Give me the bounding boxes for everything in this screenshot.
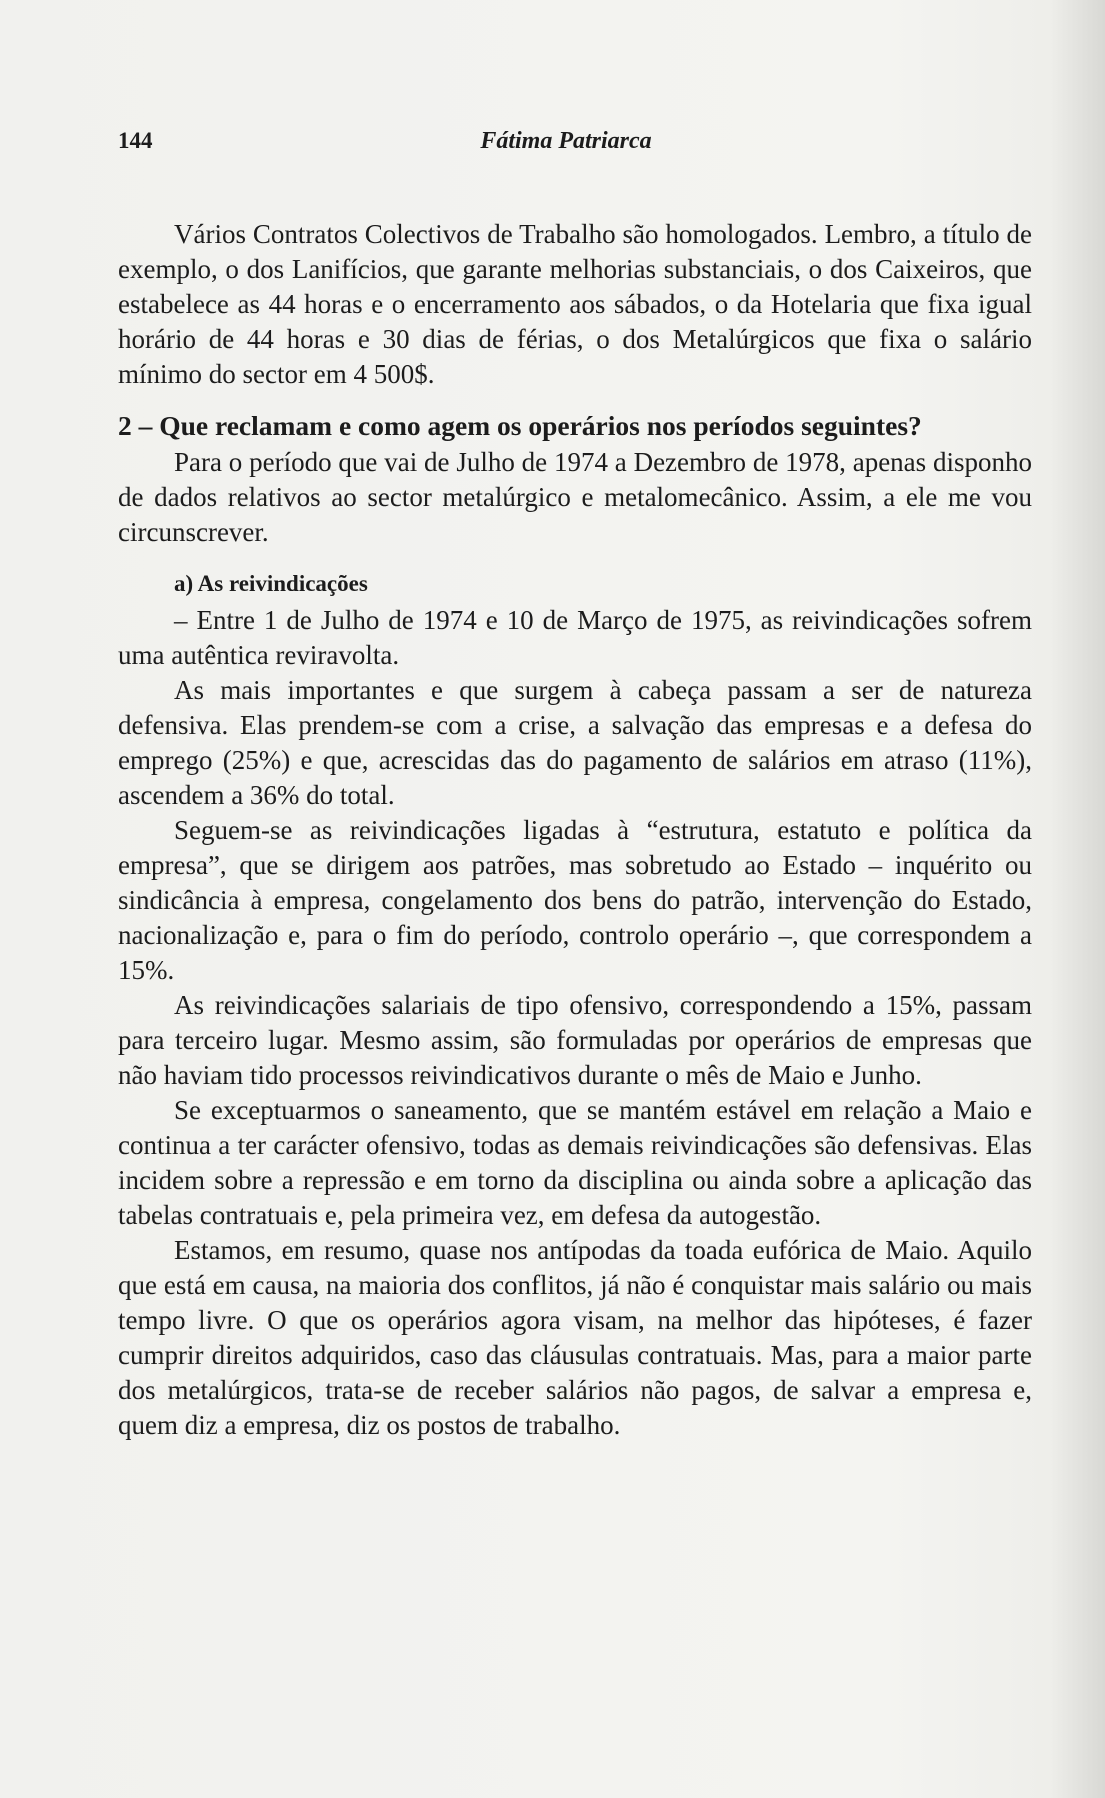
paragraph-5: Seguem-se as reivindicações ligadas à “estrutura, estatuto e política da empresa”, que se dirigem aos patrões, mas sobretudo ao Estado – inquérito ou sindicância à empresa, congelamento dos bens do patrão, intervenção do Estado, nacionalização e, para o fim do período, controlo operário –, que correspondem a 15%. [118,815,1032,985]
paragraph-1: Vários Contratos Colectivos de Trabalho são homologados. Lembro, a título de exemplo, o dos Lanifícios, que garante melhorias substanciais, o dos Caixeiros, que estabelece as 44 horas e o encerramento aos sábados, o da Hotelaria que fixa igual horário de 44 horas e 30 dias de férias, o dos Metalúrgicos que fixa o salário mínimo do sector em 4 500$. [118,219,1032,389]
page-header [118,128,1014,168]
paragraph-4: As mais importantes e que surgem à cabeça passam a ser de natureza defensiva. Elas prendem-se com a crise, a salvação das empresas e a defesa do emprego (25%) e que, acrescidas das do pagamento de salários em atraso (11%), ascendem a 36% do total. [118,675,1032,810]
paragraph-8: Estamos, em resumo, quase nos antípodas da toada eufórica de Maio. Aquilo que está em causa, na maioria dos conflitos, já não é conquistar mais salário ou mais tempo livre. O que os operários agora visam, na melhor das hipóteses, é fazer cumprir direitos adquiridos, caso das cláusulas contratuais. Mas, para a maior parte dos metalúrgicos, trata-se de receber salários não pagos, de salvar a empresa e, quem diz a empresa, diz os postos de trabalho. [118,1235,1032,1440]
paragraph-2: Para o período que vai de Julho de 1974 a Dezembro de 1978, apenas disponho de dados relativos ao sector metalúrgico e metalomecânico. Assim, a ele me vou circunscrever. [118,447,1032,547]
paragraph-6: As reivindicações salariais de tipo ofensivo, correspondendo a 15%, passam para terceiro lugar. Mesmo assim, são formuladas por operários de empresas que não haviam tido processos reivindicativos durante o mês de Maio e Junho. [118,990,1032,1090]
page-number: 144 [118,128,153,153]
paragraph-7: Se exceptuarmos o saneamento, que se mantém estável em relação a Maio e continua a ter carácter ofensivo, todas as demais reivindicações são defensivas. Elas incidem sobre a repressão e em torno da disciplina ou ainda sobre a aplicação das tabelas contratuais e, pela primeira vez, em defesa da autogestão. [118,1095,1032,1230]
running-head: Fátima Patriarca [480,128,652,154]
subheading: a) As reivindicações [174,571,368,596]
paragraph-3: – Entre 1 de Julho de 1974 e 10 de Março de 1975, as reivindicações sofrem uma autêntica reviravolta. [118,605,1032,670]
body-text [118,217,1032,1443]
section-heading: 2 – Que reclamam e como agem os operários nos períodos seguintes? [118,410,922,441]
